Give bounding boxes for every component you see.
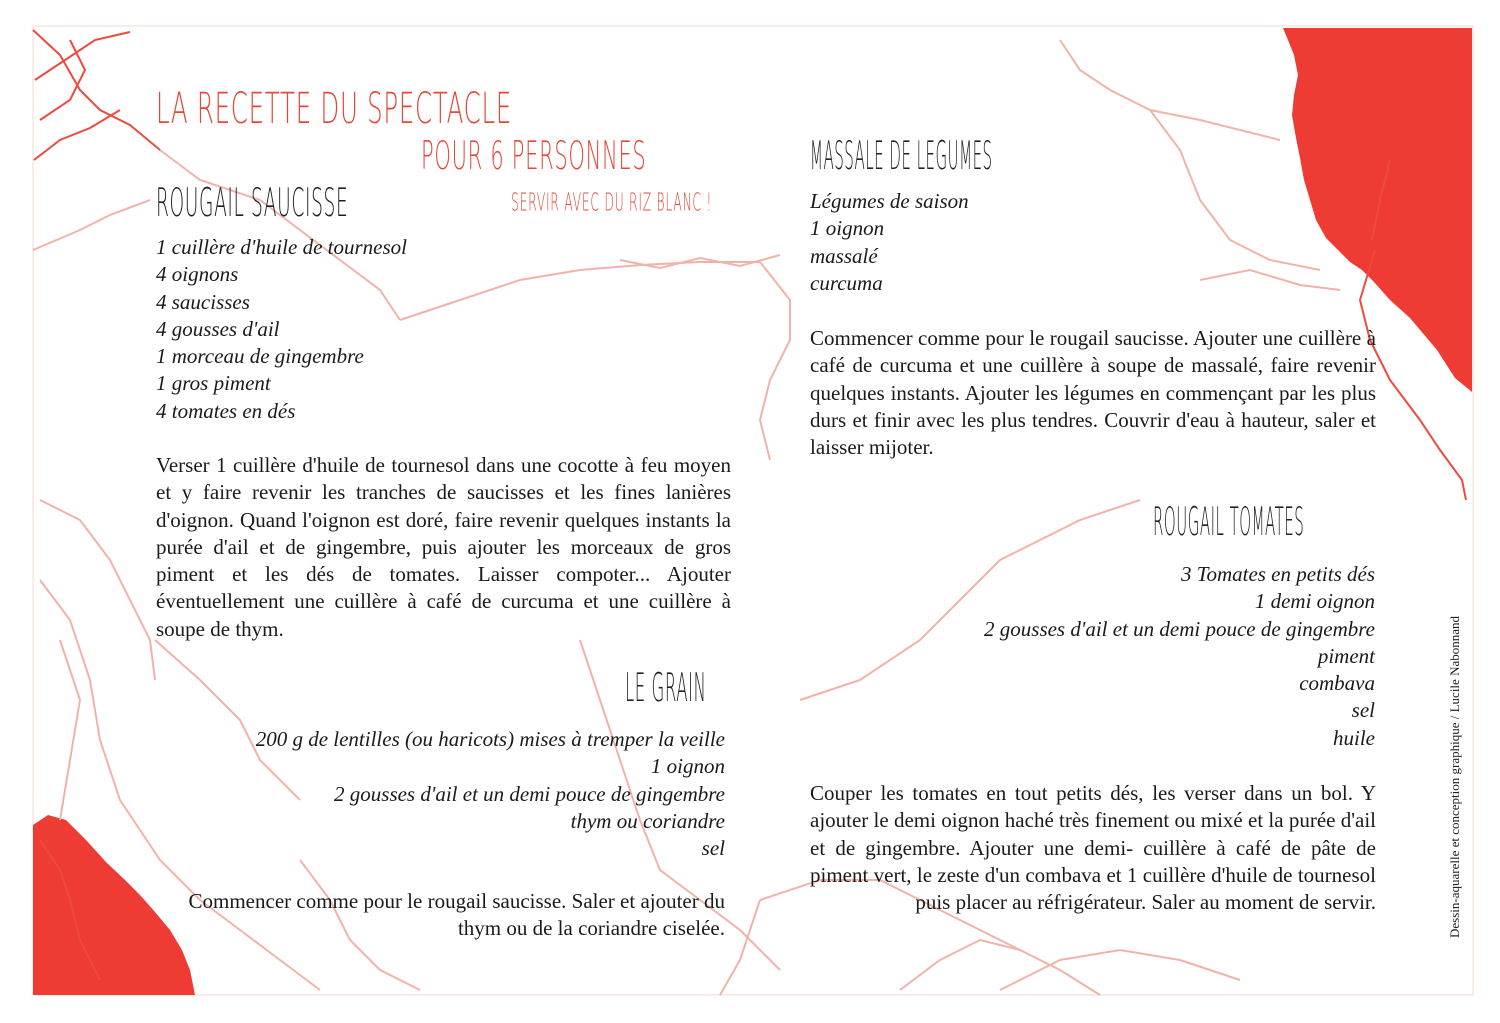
ingredient-item: 1 oignon [810, 216, 885, 241]
instruction-line: Commencer comme pour le rougail saucisse. Saler et ajouter du [188, 889, 725, 913]
rougail-tomates-instructions: Couper les tomates en tout petits dés, les verser dans un bol. Y ajouter le demi oignon haché très finement ou mixé et la purée d'ail et de gingembre. Ajouter une demi- cuillère à café de pâte de piment vert, le zeste d'un combava et 1 cuillère d'huile de tournesol puis placer au réfrigérateur. Saler au moment de servir. [810, 781, 1376, 915]
rougail-tomates-title: ROUGAIL TOMATES [1153, 500, 1305, 546]
le-grain-ingredients [256, 726, 725, 862]
ingredient-item: 1 cuillère d'huile de tournesol [156, 235, 407, 259]
serve-note: SERVIR AVEC DU RIZ BLANC ! [511, 188, 713, 218]
ingredient-item: Légumes de saison [810, 189, 969, 213]
ingredient-item: huile [1333, 725, 1375, 750]
rougail-saucisse-ingredients [156, 234, 407, 425]
massale-ingredients [810, 188, 969, 297]
illustration-credit: Dessin-aquarelle et conception graphique / Lucile Nabonnand [1447, 616, 1462, 938]
servings-label: POUR 6 PERSONNES [421, 134, 647, 180]
ingredient-item: sel [701, 836, 725, 861]
instruction-line: thym ou de la coriandre ciselée. [457, 916, 725, 941]
ingredient-item: combava [1299, 671, 1375, 696]
recipe-title: LA RECETTE DU SPECTACLE [156, 84, 513, 134]
ingredient-item: 1 gros piment [156, 371, 271, 396]
ingredient-item: sel [1351, 698, 1375, 723]
ingredient-item: 1 oignon [650, 754, 725, 779]
ingredient-item: thym ou coriandre [570, 808, 725, 833]
ingredient-item: 4 tomates en dés [156, 398, 296, 423]
ingredient-item: piment [1317, 643, 1375, 668]
le-grain-instructions [125, 888, 725, 943]
ingredient-item: 4 oignons [156, 262, 239, 287]
ingredient-item: 4 saucisses [156, 289, 250, 314]
rougail-tomates-ingredients [984, 561, 1375, 752]
le-grain-title: LE GRAIN [625, 666, 707, 712]
ingredient-item: 1 morceau de gingembre [156, 344, 364, 369]
rougail-saucisse-title: ROUGAIL SAUCISSE [156, 181, 349, 227]
ingredient-item: 200 g de lentilles (ou haricots) mises à tremper la veille [255, 727, 725, 751]
rougail-saucisse-instructions: Verser 1 cuillère d'huile de tournesol dans une cocotte à feu moyen et y faire revenir les tranches de saucisses et les fines lanières d'oignon. Quand l'oignon est doré, faire revenir quelques instants la purée d'ail et de gingembre, puis ajouter les morceaux de gros piment et les dés de tomates. Laisser compoter... Ajouter éventuellement une cuillère à café de curcuma et une cuillère à soupe de thym. [156, 453, 731, 641]
ingredient-item: 3 Tomates en petits dés [1180, 562, 1375, 586]
ingredient-item: massalé [810, 243, 878, 268]
ingredient-item: 2 gousses d'ail et un demi pouce de gingembre [984, 616, 1375, 641]
ingredient-item: curcuma [810, 270, 883, 295]
ingredient-item: 4 gousses d'ail [156, 316, 280, 341]
massale-instructions: Commencer comme pour le rougail saucisse. Ajouter une cuillère à café de curcuma et une cuillère à soupe de massalé, faire revenir quelques instants. Ajouter les légumes en commençant par les plus durs et finir avec les plus tendres. Couvrir d'eau à hauteur, saler et laisser mijoter. [810, 326, 1376, 460]
ingredient-item: 2 gousses d'ail et un demi pouce de gingembre [334, 781, 725, 806]
ingredient-item: 1 demi oignon [1254, 589, 1375, 614]
massale-title: MASSALE DE LEGUMES [810, 134, 993, 180]
